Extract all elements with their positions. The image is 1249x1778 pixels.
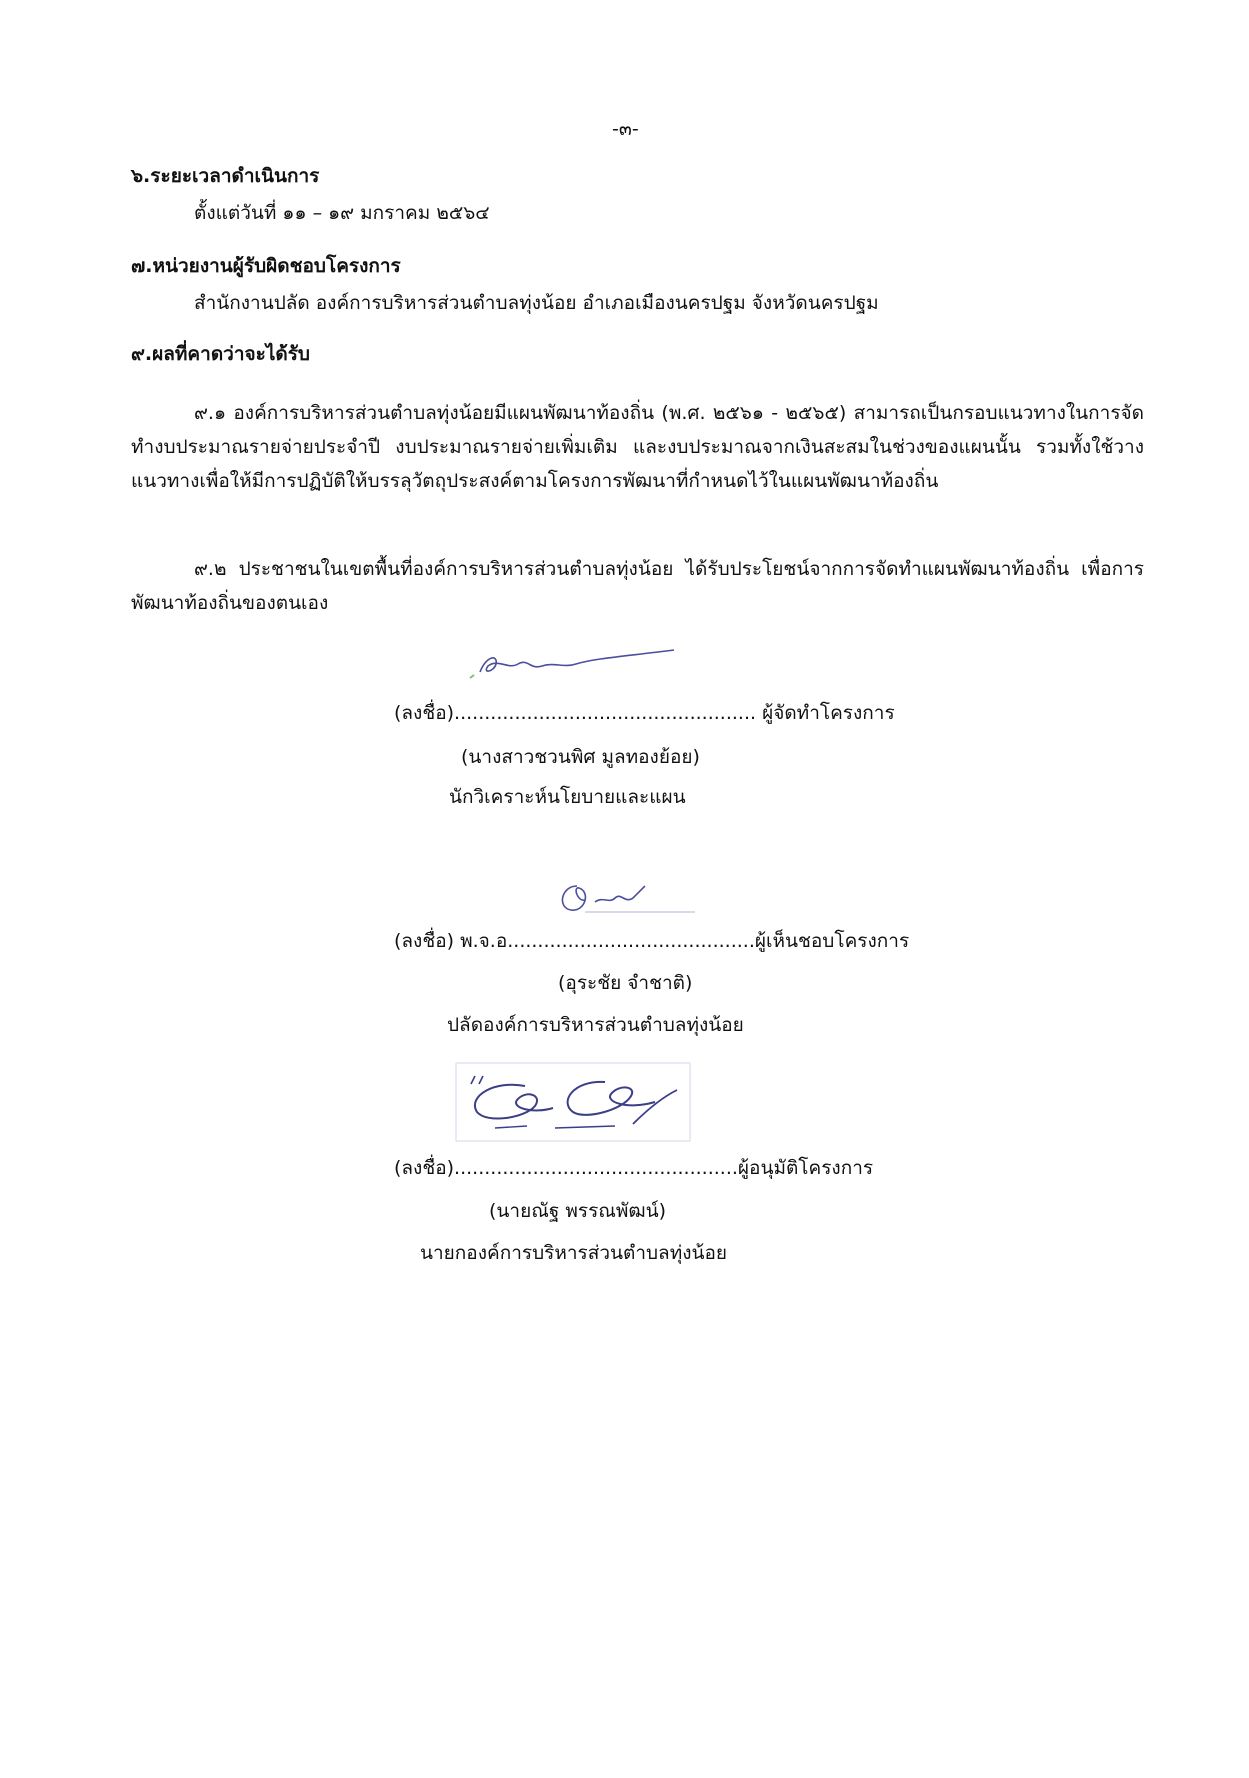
signature-2-line: (ลงชื่อ) พ.จ.อ.........................................ผู้เห็นชอบโครงการ [394,930,910,952]
section-9-item-1: ๙.๑ องค์การบริหารส่วนตำบลทุ่งน้อยมีแผนพัฒนาท้องถิ่น (พ.ศ. ๒๕๖๑ - ๒๕๖๕) สามารถเป็นกรอบแนวทางในการจัดทำงบประมาณรายจ่ายประจำปี งบประมาณรายจ่ายเพิ่มเติม และงบประมาณจากเงินสะสมในช่วงของแผนนั้น รวมทั้งใช้วางแนวทางเพื่อให้มีการปฏิบัติให้บรรลุวัตถุประสงค์ตามโครงการพัฒนาที่กำหนดไว้ในแผนพัฒนาท้องถิ่น [131,402,1144,492]
section-6-text: ตั้งแต่วันที่ ๑๑ – ๑๙ มกราคม ๒๕๖๔ [194,202,490,224]
section-9-heading: ๙.ผลที่คาดว่าจะได้รับ [131,343,310,365]
signature-3-position: นายกองค์การบริหารส่วนตำบลทุ่งน้อย [420,1242,728,1264]
section-6-heading: ๖.ระยะเวลาดำเนินการ [131,165,320,187]
signature-image-1 [468,648,684,682]
signature-image-3 [455,1062,691,1142]
signature-2-name: (อุระชัย จำชาติ) [558,972,693,994]
signature-1-line: (ลงชื่อ).................................................. ผู้จัดทำโครงการ [394,702,895,724]
signature-image-2 [555,878,695,918]
section-9-item-2: ๙.๒ ประชาชนในเขตพื้นที่องค์การบริหารส่วนตำบลทุ่งน้อย ได้รับประโยชน์จากการจัดทำแผนพัฒนาท้องถิ่น เพื่อการพัฒนาท้องถิ่นของตนเอง [131,558,1144,614]
signature-1-position: นักวิเคราะห์นโยบายและแผน [449,786,686,808]
signature-3-name: (นายณัฐ พรรณพัฒน์) [489,1200,667,1222]
page-number: -๓- [612,118,639,140]
signature-3-line: (ลงชื่อ)...............................................ผู้อนุมัติโครงการ [394,1157,874,1179]
signature-2-position: ปลัดองค์การบริหารส่วนตำบลทุ่งน้อย [447,1014,744,1036]
section-7-heading: ๗.หน่วยงานผู้รับผิดชอบโครงการ [131,255,401,277]
signature-1-name: (นางสาวชวนพิศ มูลทองย้อย) [461,746,700,768]
section-7-text: สำนักงานปลัด องค์การบริหารส่วนตำบลทุ่งน้อย อำเภอเมืองนครปฐม จังหวัดนครปฐม [194,292,879,314]
